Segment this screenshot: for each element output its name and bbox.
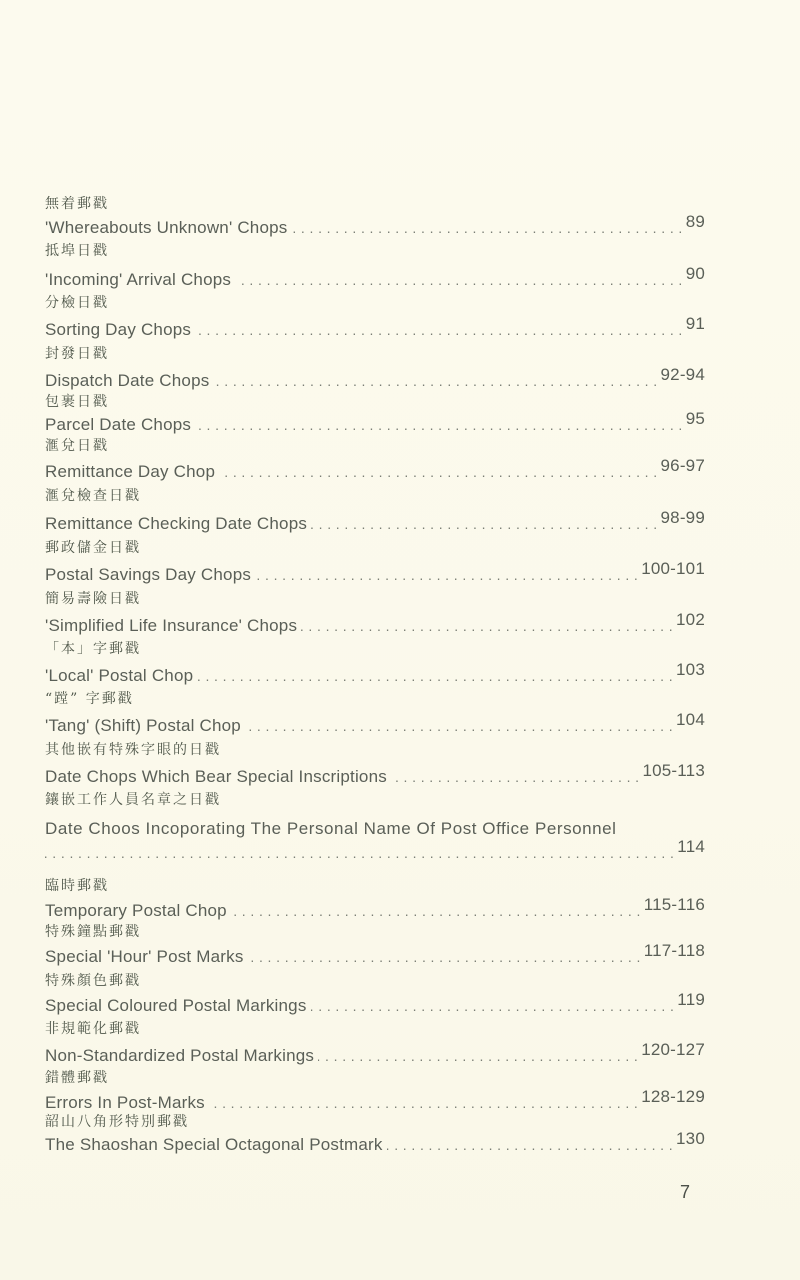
toc-entry-title: Sorting Day Chops: [45, 320, 192, 339]
toc-entry-chinese-title: 無着郵戳: [45, 196, 109, 212]
toc-entry: [45, 589, 705, 637]
toc-entry-page: 128-129: [641, 1087, 705, 1106]
toc-entry-title: Parcel Date Chops: [45, 415, 192, 434]
toc-entry-page: 119: [677, 990, 705, 1009]
toc-entry-title: Non-Standardized Postal Markings: [45, 1046, 315, 1065]
toc-entry-chinese-title: 特殊鐘點郵戳: [45, 924, 141, 940]
dot-leader: [245, 715, 673, 737]
toc-entry-title: The Shaoshan Special Octagonal Postmark: [45, 1135, 383, 1154]
toc-entry-row: [45, 1039, 705, 1067]
toc-entry: [45, 392, 705, 436]
toc-entry-chinese-title: 封發日戳: [45, 346, 109, 362]
toc-entry-row: [45, 409, 705, 436]
toc-entry-title: Temporary Postal Chop: [45, 901, 227, 920]
toc-entry-title: Remittance Checking Date Chops: [45, 514, 308, 533]
toc-entry-row: [45, 709, 705, 737]
toc-entry-title: 'Tang' (Shift) Postal Chop: [45, 716, 241, 735]
toc-entry-row: [45, 214, 705, 239]
toc-entry-chinese-title: 鑲嵌工作人員名章之日戳: [45, 792, 221, 808]
dot-leader: [235, 269, 683, 291]
toc-entry-row: [45, 760, 705, 788]
toc-entry-page: 90: [685, 264, 705, 283]
toc-entry: [45, 486, 705, 535]
toc-entry-page: 98-99: [660, 508, 705, 527]
dot-leader: [209, 1092, 638, 1114]
toc-entry-page: 89: [685, 212, 705, 231]
toc-entry-title: Date Choos Incoporating The Personal Name Of Post Office Personnel: [45, 819, 617, 838]
toc-entry-chinese-title: 其他嵌有特殊字眼的日戳: [45, 742, 221, 758]
toc-entry-page: 105-113: [642, 761, 705, 780]
toc-entry: [45, 689, 705, 737]
toc-entry-chinese-title: 「本」字郵戳: [45, 641, 141, 657]
dot-leader: [318, 1045, 638, 1067]
toc-entry-chinese-title: 非規範化郵戳: [45, 1021, 141, 1037]
toc-entry-page: 102: [676, 610, 705, 629]
dot-leader: [195, 414, 683, 436]
dot-leader: [45, 842, 674, 864]
toc-entry: [45, 922, 705, 968]
toc-entry-row: [45, 1130, 705, 1156]
toc-entry-title: Special Coloured Postal Markings: [45, 996, 307, 1015]
toc-entry-page: 120-127: [641, 1040, 705, 1059]
toc-entry-row: [45, 810, 705, 840]
toc-entry-title: 'Whereabouts Unknown' Chops: [45, 218, 288, 237]
toc-entry: [45, 344, 705, 392]
toc-entry-page: 115-116: [643, 895, 705, 914]
toc-entry-page: 117-118: [643, 941, 705, 960]
toc-entry-chinese-title: 臨時郵戳: [45, 878, 109, 894]
dot-leader: [311, 995, 675, 1017]
toc-entry-row: [45, 261, 705, 291]
toc-entry-page: 92-94: [660, 365, 705, 384]
toc-entry-row: [45, 456, 705, 483]
toc-entry-chinese-title: 抵埠日戳: [45, 243, 109, 259]
dot-leader: [248, 946, 641, 968]
dot-leader: [391, 766, 640, 788]
toc-entry: [45, 1068, 705, 1114]
toc-entry-row: [45, 609, 705, 637]
toc-entry-chinese-title: 簡易壽險日戳: [45, 591, 141, 607]
toc-entry-page: 103: [676, 660, 705, 679]
toc-entry-title: 'Incoming' Arrival Chops: [45, 270, 232, 289]
toc-entry: [45, 194, 705, 239]
dot-leader: [291, 217, 682, 239]
toc-entry-title: Remittance Day Chop: [45, 462, 216, 481]
toc-entry-title: 'Local' Postal Chop: [45, 666, 194, 685]
toc-entry: [45, 740, 705, 788]
toc-entry-row: [45, 659, 705, 687]
toc-entry: [45, 971, 705, 1017]
page-number: 7: [680, 1182, 691, 1202]
toc-entry-title: Errors In Post-Marks: [45, 1093, 205, 1112]
dot-leader: [311, 513, 657, 535]
toc-entry-chinese-title: 滙兌日戳: [45, 438, 109, 454]
dot-leader: [219, 461, 657, 483]
toc-entry-row: [45, 313, 705, 341]
toc-entry-page: 100-101: [641, 559, 705, 578]
toc-entry-row: [45, 506, 705, 535]
toc-entry-page: 91: [685, 314, 705, 333]
toc-entry-row: [45, 942, 705, 968]
toc-entry: [45, 876, 705, 922]
toc-entry-chinese-title: 韶山八角形特別郵戳: [45, 1114, 189, 1130]
toc-entry-chinese-title: 滙兌檢查日戳: [45, 488, 141, 504]
toc-entry-page: 114: [677, 837, 705, 856]
dot-leader: [197, 665, 673, 687]
toc-entry-chinese-title: 分檢日戳: [45, 295, 109, 311]
toc-entry: [45, 436, 705, 483]
toc-entry-row: [45, 558, 705, 586]
toc-entry-page: 130: [676, 1129, 705, 1148]
toc-entry-row: [45, 364, 705, 392]
toc-entry: [45, 1019, 705, 1067]
toc-entry-chinese-title: “蹚” 字郵戳: [45, 691, 134, 707]
dot-leader: [231, 900, 641, 922]
toc-entry-page: 96-97: [660, 456, 705, 475]
toc-entry: [45, 538, 705, 586]
toc-entry-title: 'Simplified Life Insurance' Chops: [45, 616, 298, 635]
toc-entry-title: Postal Savings Day Chops: [45, 565, 252, 584]
toc-entry: [45, 790, 705, 864]
toc-entry-title: Date Chops Which Bear Special Inscriptions: [45, 767, 387, 786]
dot-leader: [213, 370, 657, 392]
toc-entry-title: Special 'Hour' Post Marks: [45, 947, 244, 966]
toc-entry: [45, 1114, 705, 1156]
toc-entry-page: 104: [676, 710, 705, 729]
toc-entry: [45, 639, 705, 687]
toc-entry-chinese-title: 錯體郵戳: [45, 1070, 109, 1086]
dot-leader: [301, 615, 673, 637]
dot-leader: [255, 564, 638, 586]
toc-entry-chinese-title: 郵政儲金日戳: [45, 540, 141, 556]
toc-entry: [45, 293, 705, 341]
toc-entry-title: Dispatch Date Chops: [45, 371, 210, 390]
toc-entry-continuation-row: [45, 837, 705, 864]
toc-entry-row: [45, 896, 705, 922]
toc-entry-chinese-title: 特殊顏色郵戳: [45, 973, 141, 989]
dot-leader: [387, 1134, 673, 1156]
toc-entry-chinese-title: 包裹日戳: [45, 394, 109, 410]
toc-entry: [45, 241, 705, 291]
toc-entry-page: 95: [685, 409, 705, 428]
toc-entry-row: [45, 991, 705, 1017]
dot-leader: [195, 319, 683, 341]
table-of-contents: [45, 194, 705, 1156]
toc-entry-row: [45, 1088, 705, 1114]
